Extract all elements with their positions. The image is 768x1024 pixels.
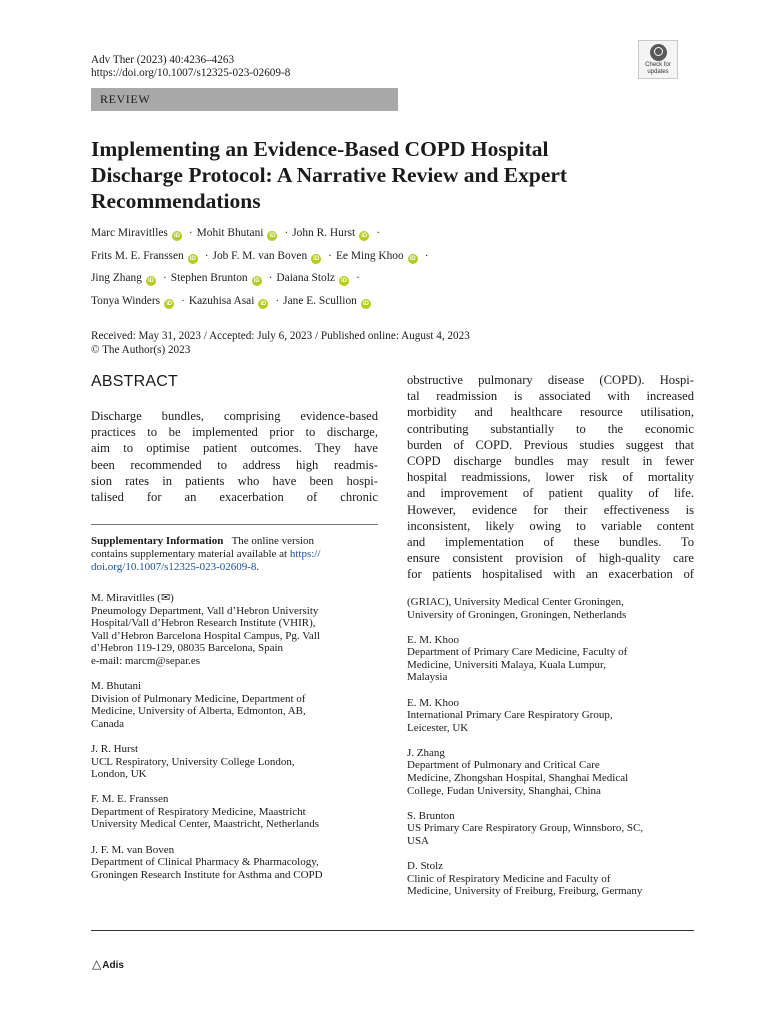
author-separator: · — [284, 227, 289, 239]
orcid-icon[interactable]: iD — [260, 300, 267, 307]
adis-triangle-icon: △ — [92, 957, 102, 971]
orcid-icon[interactable]: iD — [409, 255, 416, 262]
affiliation-line: (GRIAC), University Medical Center Groningen, — [407, 596, 624, 608]
affiliation-line: E. M. Khoo — [407, 633, 459, 646]
orcid-icon[interactable]: iD — [189, 255, 196, 262]
abstract-text-right — [407, 372, 694, 582]
affiliation-line: Medicine, Universiti Malaya, Kuala Lumpur, — [407, 658, 607, 671]
abstract-line: contributing substantially to the economic — [407, 421, 694, 436]
orcid-icon[interactable]: iD — [362, 300, 369, 307]
affiliation-line: Leicester, UK — [407, 721, 469, 734]
author-name[interactable]: Job F. M. van Boven — [212, 249, 308, 262]
author-separator: · — [162, 272, 167, 284]
article-title — [91, 136, 691, 214]
affiliation-line: d’Hebron 119-129, 08035 Barcelona, Spain — [91, 642, 284, 655]
abstract-line: been recommended to address high readmis- — [91, 457, 378, 472]
author-separator: · — [355, 272, 360, 284]
affiliation-line: J. R. Hurst — [91, 742, 139, 755]
abstract-line: and improvement of patient quality of life. — [407, 486, 694, 501]
author-name[interactable]: Mohit Bhutani — [196, 227, 264, 239]
affiliation-line: M. Bhutani — [91, 680, 142, 693]
orcid-icon[interactable]: iD — [340, 278, 347, 284]
orcid-icon[interactable]: iD — [166, 300, 173, 307]
author-separator: · — [268, 272, 273, 284]
supplementary-end: . — [256, 561, 260, 573]
orcid-icon[interactable]: iD — [147, 278, 154, 284]
author-separator: · — [328, 249, 332, 262]
affiliation-line: Department of Respiratory Medicine, Maastricht — [91, 805, 306, 818]
author-separator: · — [424, 249, 429, 262]
affiliation-line: Canada — [91, 717, 124, 730]
affiliation-line: J. F. M. van Boven — [91, 843, 175, 856]
check-for-updates-badge[interactable] — [638, 40, 678, 79]
supplementary-information — [91, 535, 378, 574]
affiliation-block — [91, 743, 378, 781]
author-name[interactable]: Kazuhisa Asai — [188, 294, 255, 307]
title-line: Recommendations — [91, 189, 261, 213]
affiliation-line: Department of Primary Care Medicine, Faculty of — [407, 646, 628, 659]
badge-line-2: updates — [647, 68, 669, 75]
abstract-line: COPD discharge bundles may result in fewer — [407, 453, 694, 468]
affiliation-line: UCL Respiratory, University College London, — [91, 755, 295, 768]
affiliation-line: Vall d’Hebron Barcelona Hospital Campus, Pg. Vall — [91, 629, 320, 642]
journal-citation: Adv Ther (2023) 40:4236–4263 — [91, 54, 235, 66]
author-name[interactable]: Daiana Stolz — [276, 272, 335, 284]
affiliation-block — [91, 793, 378, 831]
section-label: REVIEW — [91, 88, 398, 111]
affiliation-line: Department of Pulmonary and Critical Care — [407, 759, 600, 772]
abstract-line: obstructive pulmonary disease (COPD). Hospi- — [407, 373, 694, 387]
affiliation-block — [91, 592, 378, 668]
affiliation-line: Medicine, University of Freiburg, Freiburg, Germany — [407, 885, 643, 898]
abstract-text-left — [91, 408, 378, 505]
affiliation-line: US Primary Care Respiratory Group, Winnsboro, SC, — [407, 822, 644, 835]
badge-line-1: Check for — [645, 62, 671, 68]
supplementary-text-2: contains supplementary material available at — [91, 548, 288, 560]
affiliation-block — [407, 860, 694, 898]
author-name[interactable]: Jing Zhang — [91, 272, 142, 284]
affiliation-line: Malaysia — [407, 671, 448, 684]
abstract-line: tal readmission is associated with increased — [407, 389, 694, 404]
abstract-line: ensure consistent provision of high-quality care — [407, 551, 694, 566]
author-line — [91, 222, 691, 245]
author-separator: · — [275, 294, 280, 307]
affiliation-line: Medicine, Zhongshan Hospital, Shanghai Medical — [407, 772, 629, 785]
affiliation-block — [407, 747, 694, 797]
author-name[interactable]: Marc Miravitlles — [91, 227, 168, 239]
abstract-line: However, evidence for their effectiveness is — [407, 502, 694, 517]
supplementary-text-1: The online version — [231, 535, 315, 547]
affiliation-line: Pneumology Department, Vall d’Hebron University — [91, 604, 319, 617]
affiliation-block — [407, 634, 694, 684]
dates-line: Received: May 31, 2023 / Accepted: July 6, 2023 / Published online: August 4, 2023 — [91, 330, 470, 342]
affiliation-line: University of Groningen, Groningen, Netherlands — [407, 608, 627, 621]
author-list — [91, 222, 691, 312]
affiliation-block — [91, 680, 378, 730]
affiliation-block — [91, 844, 378, 882]
affiliation-block — [407, 697, 694, 735]
orcid-icon[interactable]: iD — [269, 233, 276, 239]
affiliation-line: Division of Pulmonary Medicine, Department of — [91, 692, 306, 705]
author-name[interactable]: John R. Hurst — [292, 227, 356, 239]
abstract-line: talised for an exacerbation of chronic — [91, 489, 378, 504]
author-line — [91, 245, 691, 268]
author-name[interactable]: Ee Ming Khoo — [335, 249, 404, 262]
affiliation-line: Groningen Research Institute for Asthma and COPD — [91, 868, 323, 881]
title-line: Implementing an Evidence-Based COPD Hospital — [91, 137, 549, 161]
author-line — [91, 267, 691, 290]
orcid-icon[interactable]: iD — [173, 233, 180, 239]
affiliation-line: F. M. E. Franssen — [91, 793, 169, 806]
author-line — [91, 290, 691, 313]
author-name[interactable]: Jane E. Scullion — [283, 294, 357, 307]
affiliation-line: Hospital/Vall d’Hebron Research Institute (VHIR), — [91, 617, 316, 630]
affiliation-line: USA — [407, 834, 430, 847]
abstract-line: hospital readmissions, lower risk of mortality — [407, 470, 694, 485]
affiliation-block — [407, 810, 694, 848]
affiliation-line: E. M. Khoo — [407, 696, 459, 709]
abstract-line: and implementation of these bundles. To — [407, 534, 694, 549]
orcid-icon[interactable]: iD — [361, 233, 368, 239]
abstract-line: aim to optimise patient outcomes. They have — [91, 441, 378, 456]
affiliation-line: Clinic of Respiratory Medicine and Faculty of — [407, 872, 611, 885]
author-name[interactable]: Stephen Brunton — [170, 272, 248, 284]
article-doi[interactable]: https://doi.org/10.1007/s12325-023-02609-8 — [91, 67, 291, 79]
affiliation-line: M. Miravitlles (✉) — [91, 592, 174, 604]
title-line: Discharge Protocol: A Narrative Review and Expert — [91, 163, 568, 187]
author-separator: · — [204, 249, 209, 262]
abstract-line: burden of COPD. Previous studies suggest that — [407, 437, 694, 452]
publisher-name: Adis — [102, 960, 124, 971]
author-separator: · — [188, 227, 193, 239]
abstract-line: Discharge bundles, comprising evidence-based — [91, 409, 378, 423]
publication-dates — [91, 330, 470, 357]
author-name[interactable]: Tonya Winders — [91, 294, 161, 307]
copyright-line: © The Author(s) 2023 — [91, 343, 191, 356]
supplementary-link-part-2[interactable]: doi.org/10.1007/s12325-023-02609-8 — [91, 561, 257, 573]
supplementary-label: Supplementary Information — [91, 535, 224, 547]
abstract-line: practices to be implemented prior to discharge, — [91, 425, 378, 440]
abstract-heading: ABSTRACT — [91, 373, 178, 390]
affiliations-left — [91, 592, 378, 894]
abstract-line: morbidity and healthcare resource utilisation, — [407, 405, 694, 420]
affiliation-line: S. Brunton — [407, 809, 455, 822]
abstract-line: sion rates in patients who have been hospi- — [91, 473, 378, 488]
footer-divider — [91, 930, 694, 931]
orcid-icon[interactable]: iD — [253, 278, 260, 284]
affiliation-line: International Primary Care Respiratory Group, — [407, 709, 613, 722]
journal-citation-block — [91, 54, 290, 80]
affiliation-line: Department of Clinical Pharmacy & Pharmacology, — [91, 856, 319, 869]
supplementary-link-part-1[interactable]: https:// — [289, 548, 321, 560]
author-separator: · — [181, 294, 185, 307]
abstract-line: for patients hospitalised with an exacerbation of — [407, 567, 694, 582]
publisher-logo — [92, 957, 124, 971]
affiliation-block — [407, 596, 694, 621]
check-for-updates-icon — [650, 44, 667, 61]
affiliation-line: London, UK — [91, 768, 147, 781]
author-separator: · — [376, 227, 381, 239]
supplementary-divider — [91, 524, 378, 525]
affiliation-line: University Medical Center, Maastricht, Netherlands — [91, 818, 320, 831]
orcid-icon[interactable]: iD — [313, 255, 320, 262]
abstract-line: inconsistent, likely owing to variable content — [407, 518, 694, 533]
author-name[interactable]: Frits M. E. Franssen — [91, 249, 184, 262]
affiliation-line: College, Fudan University, Shanghai, China — [407, 784, 601, 797]
affiliation-line: J. Zhang — [407, 746, 445, 759]
affiliation-line: Medicine, University of Alberta, Edmonton, AB, — [91, 705, 306, 718]
affiliation-email[interactable]: e-mail: marcm@separ.es — [91, 654, 201, 667]
affiliations-right — [407, 596, 694, 910]
affiliation-line: D. Stolz — [407, 860, 444, 872]
